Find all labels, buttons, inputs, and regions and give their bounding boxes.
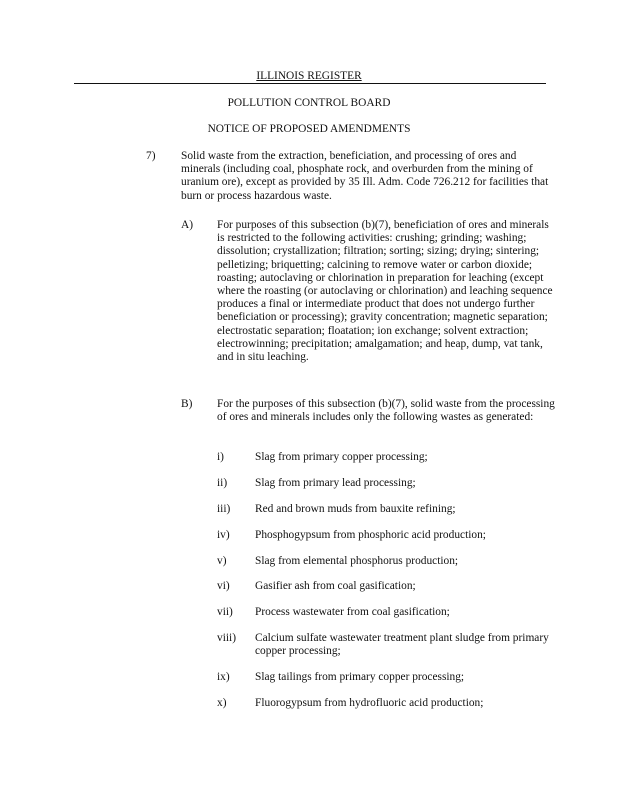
header-rule — [74, 83, 546, 84]
list-item-number: ii) — [217, 477, 228, 489]
list-item-text: Slag from primary lead processing; — [255, 477, 416, 489]
register-title: ILLINOIS REGISTER — [256, 70, 362, 82]
list-item-number: iii) — [217, 503, 231, 515]
list-item-number: ix) — [217, 671, 230, 683]
list-item-text: Phosphogypsum from phosphoric acid production; — [255, 529, 486, 541]
list-item-number: x) — [217, 697, 227, 709]
list-item-text: Gasifier ash from coal gasification; — [255, 580, 416, 592]
list-item-text: Calcium sulfate wastewater treatment plant sludge from primary copper processing; — [255, 632, 549, 658]
list-item-text: Slag from elemental phosphorus production; — [255, 555, 459, 567]
board-title: POLLUTION CONTROL BOARD — [227, 97, 391, 109]
list-item-text: Red and brown muds from bauxite refining; — [255, 503, 456, 515]
list-item-text: Fluorogypsum from hydrofluoric acid production; — [255, 697, 484, 709]
list-item-text: Process wastewater from coal gasification; — [255, 606, 450, 618]
list-item-number: i) — [217, 451, 224, 463]
list-item-number: v) — [217, 555, 227, 567]
subsection-a-text: For purposes of this subsection (b)(7), beneficiation of ores and minerals is restricted to the following activities: crushing; grinding; washing; dissolution; crystallization; filtration; sorting; sizing; drying; sintering; pelletizing; briquetting; calcining to remove water or carbon dioxide; roasting; autoclaving or chlorination in preparation for leaching (except where the roasting (or autoclaving or chlorination) and leaching sequence produces a final or intermediate product that does not undergo further beneficiation or processing); gravity concentration; magnetic separation; electrostatic separation; floatation; ion exchange; solvent extraction; electrowinning; precipitation; amalgamation; and heap, dump, vat tank, and in situ leaching. — [217, 219, 553, 364]
list-item-number: vii) — [217, 606, 233, 618]
subsection-b-letter: B) — [181, 398, 193, 410]
subsection-b-text: For the purposes of this subsection (b)(7), solid waste from the processing of ores and minerals includes only the following wastes as generated: — [217, 398, 555, 424]
list-item-number: viii) — [217, 632, 236, 644]
item-7-number: 7) — [146, 150, 156, 162]
notice-title: NOTICE OF PROPOSED AMENDMENTS — [207, 123, 411, 135]
list-item-text: Slag tailings from primary copper processing; — [255, 671, 465, 683]
list-item-text: Slag from primary copper processing; — [255, 451, 428, 463]
subsection-a-letter: A) — [181, 219, 194, 231]
list-item-number: iv) — [217, 529, 230, 541]
list-item-number: vi) — [217, 580, 230, 592]
item-7-text: Solid waste from the extraction, beneficiation, and processing of ores and minerals (including coal, phosphate rock, and overburden from the mining of uranium ore), except as provided by 35 Ill. Adm. Code 726.212 for facilities that burn or process hazardous waste. — [181, 150, 549, 202]
